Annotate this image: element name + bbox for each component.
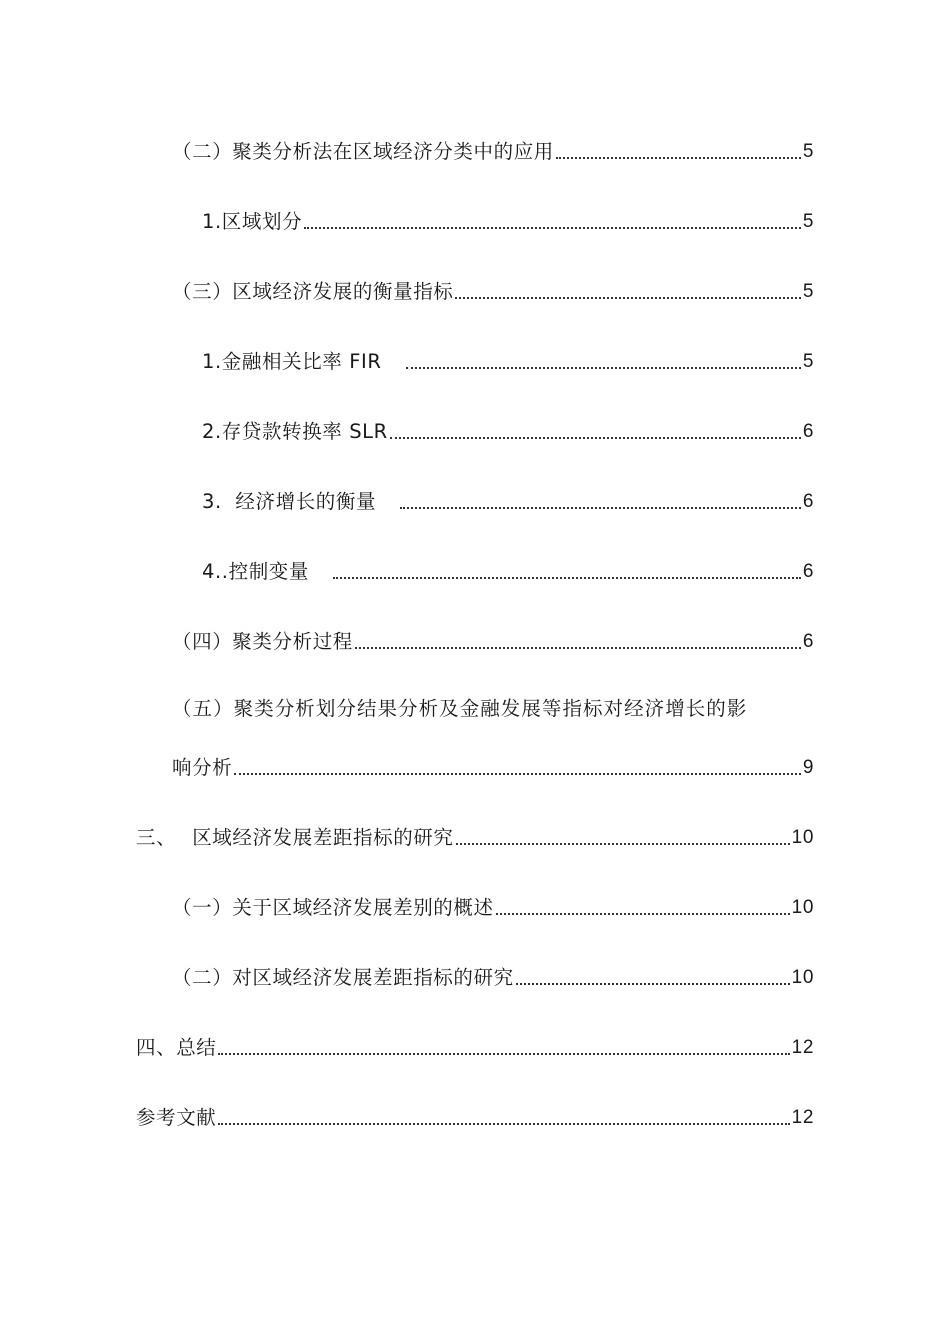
toc-entry-title: （一）关于区域经济发展差别的概述 xyxy=(172,896,494,919)
toc-entry[interactable] xyxy=(172,624,814,654)
toc-entry[interactable] xyxy=(172,274,814,304)
toc-entry-page: 10 xyxy=(791,967,814,988)
toc-entry[interactable] xyxy=(172,134,814,164)
toc-entry-title: （二）聚类分析法在区域经济分类中的应用 xyxy=(172,140,554,163)
toc-entry[interactable] xyxy=(202,204,814,234)
toc-entry-title: （二）对区域经济发展差距指标的研究 xyxy=(172,966,514,989)
toc-entry[interactable] xyxy=(172,960,814,990)
toc-entry-page: 10 xyxy=(791,897,814,918)
dot-leader xyxy=(400,507,801,509)
toc-entry-title: 四、总结 xyxy=(136,1036,217,1059)
dot-leader xyxy=(304,227,801,229)
toc-entry-page: 12 xyxy=(791,1037,814,1058)
toc-entry[interactable] xyxy=(136,1030,814,1060)
toc-entry-number: 三、 xyxy=(136,826,177,849)
dot-leader xyxy=(516,983,790,985)
toc-entry[interactable] xyxy=(172,750,814,780)
toc-entry-page: 10 xyxy=(791,827,814,848)
dot-leader xyxy=(390,437,801,439)
toc-entry-title: 参考文献 xyxy=(136,1106,217,1129)
toc-entry[interactable] xyxy=(202,554,814,584)
toc-entry-title-line2: 响分析 xyxy=(172,756,233,779)
dot-leader xyxy=(218,1123,789,1125)
toc-entry-title: 1.金融相关比率 FIR xyxy=(202,350,382,373)
toc-entry-page: 5 xyxy=(802,141,814,162)
dot-leader xyxy=(496,913,790,915)
dot-leader xyxy=(218,1053,789,1055)
dot-leader xyxy=(333,577,801,579)
dot-leader xyxy=(406,367,801,369)
toc-entry[interactable] xyxy=(202,484,814,514)
toc-entry[interactable] xyxy=(136,820,814,850)
toc-entry-title: （三）区域经济发展的衡量指标 xyxy=(172,280,454,303)
dot-leader xyxy=(556,157,801,159)
toc-entry-page: 9 xyxy=(802,757,814,778)
toc-entry-page: 12 xyxy=(791,1107,814,1128)
toc-entry-title: 2.存贷款转换率 SLR xyxy=(202,420,388,443)
dot-leader xyxy=(355,647,801,649)
toc-entry-title-line1[interactable]: （五）聚类分析划分结果分析及金融发展等指标对经济增长的影 xyxy=(172,697,748,720)
toc-entry-page: 6 xyxy=(802,631,814,652)
toc-entry-title: 4..控制变量 xyxy=(202,560,310,583)
dot-leader xyxy=(234,773,801,775)
dot-leader xyxy=(456,843,790,845)
toc-entry-title: 3. 经济增长的衡量 xyxy=(202,490,377,513)
toc-entry[interactable] xyxy=(172,890,814,920)
toc-entry-page: 6 xyxy=(802,491,814,512)
toc-entry-title: （四）聚类分析过程 xyxy=(172,630,353,653)
dot-leader xyxy=(455,297,800,299)
toc-entry[interactable] xyxy=(202,414,814,444)
toc-entry-page: 5 xyxy=(802,281,814,302)
toc-entry[interactable] xyxy=(136,1100,814,1130)
toc-entry-page: 6 xyxy=(802,561,814,582)
toc-entry-page: 5 xyxy=(802,351,814,372)
toc-entry[interactable] xyxy=(202,344,814,374)
toc-entry-title: 1.区域划分 xyxy=(202,210,303,233)
toc-entry-page: 6 xyxy=(802,421,814,442)
toc-entry-title: 区域经济发展差距指标的研究 xyxy=(192,826,454,849)
toc-entry-page: 5 xyxy=(802,211,814,232)
